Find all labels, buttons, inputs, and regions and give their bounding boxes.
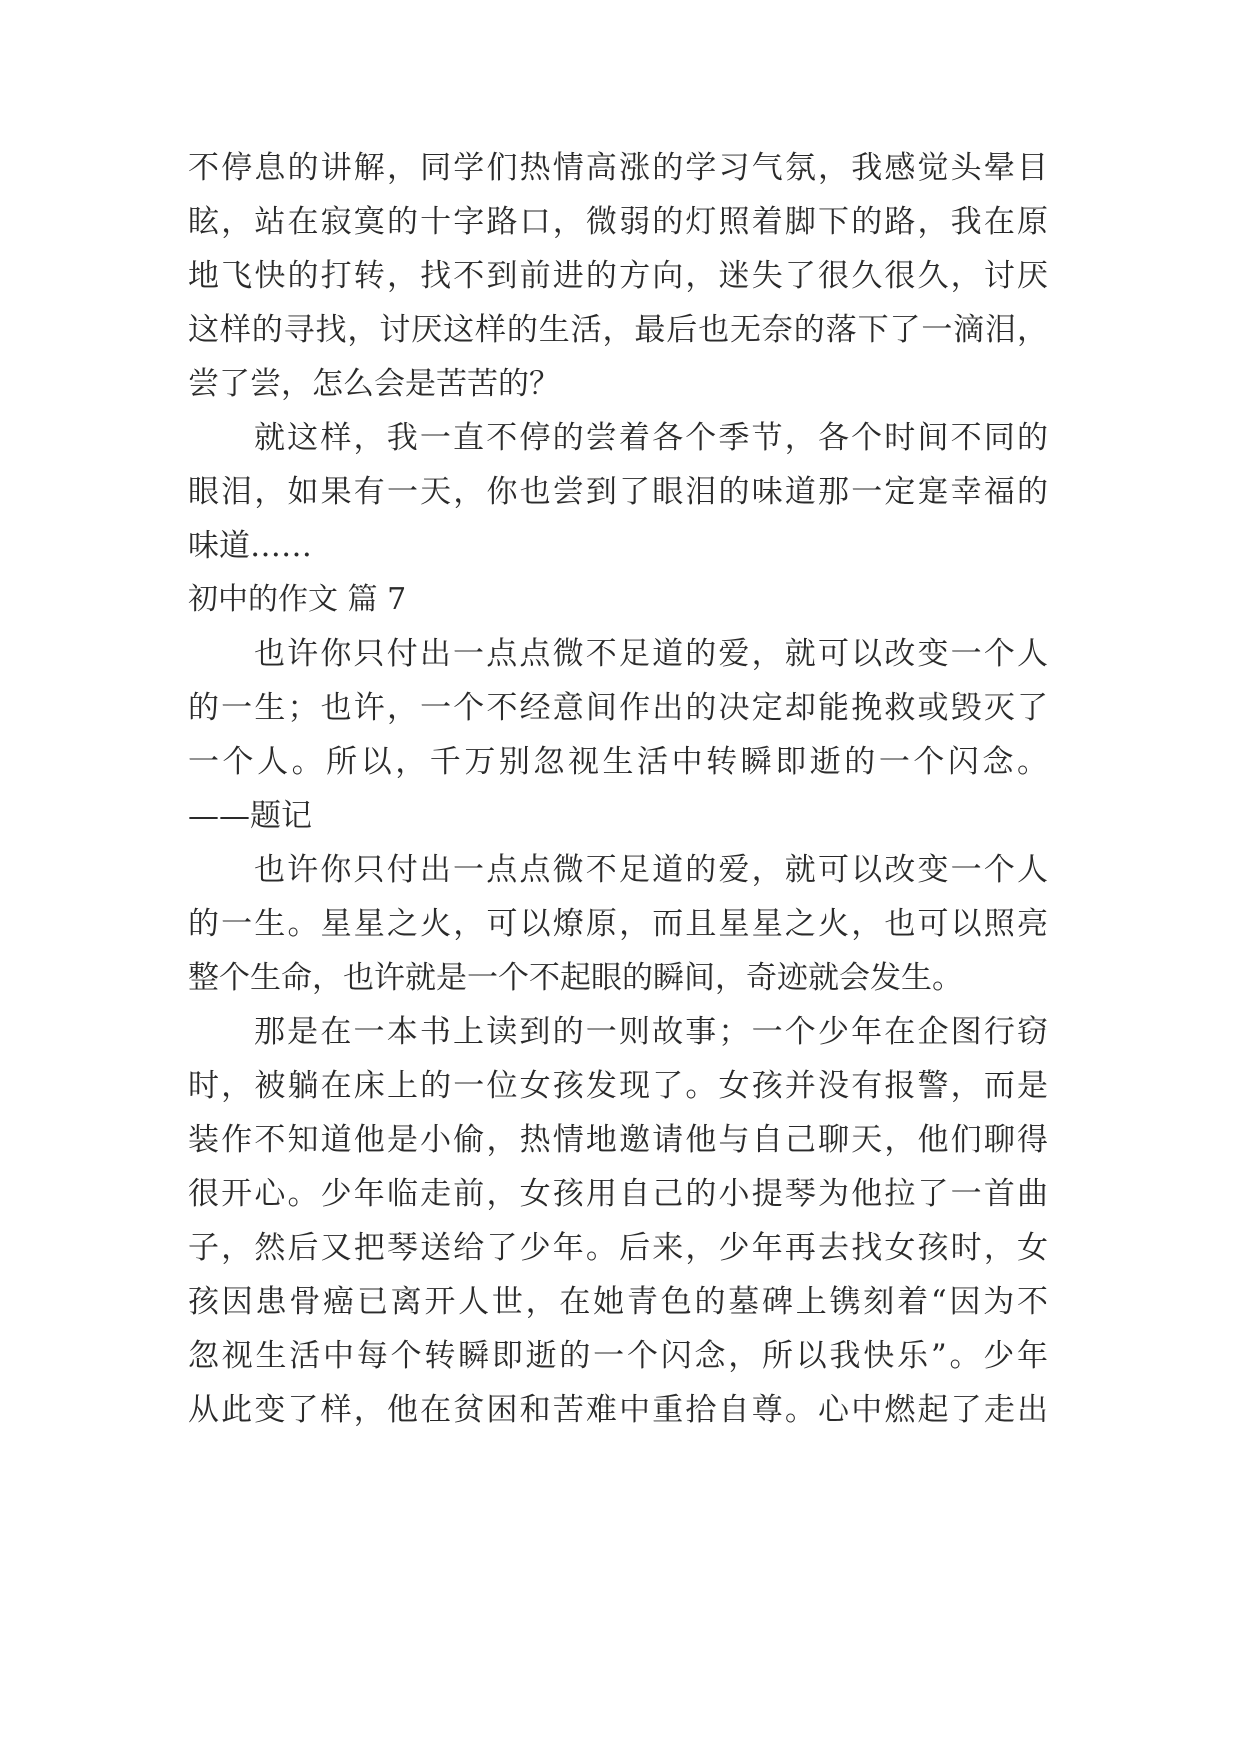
body-line: 从此变了样，他在贫困和苦难中重拾自尊。心中燃起了走出 — [188, 1392, 1048, 1428]
paragraph-first-line: 也许你只付出一点点微不足道的爱，就可以改变一个人 — [254, 852, 1048, 888]
body-line: 的一生。星星之火，可以燎原，而且星星之火，也可以照亮 — [188, 906, 1048, 942]
body-line: 地飞快的打转，找不到前进的方向，迷失了很久很久，讨厌 — [188, 258, 1048, 294]
paragraph-first-line: 就这样，我一直不停的尝着各个季节，各个时间不同的 — [254, 420, 1048, 456]
paragraph-first-line: 那是在一本书上读到的一则故事；一个少年在企图行窃 — [254, 1014, 1048, 1050]
body-line: 的一生；也许，一个不经意间作出的决定却能挽救或毁灭了 — [188, 690, 1048, 726]
body-line: 味道…… — [188, 528, 312, 564]
body-line: 眼泪，如果有一天，你也尝到了眼泪的味道那一定寔幸福的 — [188, 474, 1048, 510]
body-line: 子，然后又把琴送给了少年。后来，少年再去找女孩时，女 — [188, 1230, 1048, 1266]
body-line: 整个生命，也许就是一个不起眼的瞬间，奇迹就会发生。 — [188, 960, 963, 996]
body-line: 尝了尝，怎么会是苦苦的？ — [188, 366, 560, 402]
paragraph-first-line: 也许你只付出一点点微不足道的爱，就可以改变一个人 — [254, 636, 1048, 672]
body-line: 一个人。所以，千万别忽视生活中转瞬即逝的一个闪念。 — [188, 744, 1048, 780]
body-line: 时，被躺在床上的一位女孩发现了。女孩并没有报警，而是 — [188, 1068, 1048, 1104]
section-heading: 初中的作文 篇 7 — [188, 582, 407, 617]
body-line: 眩，站在寂寞的十字路口，微弱的灯照着脚下的路，我在原 — [188, 204, 1048, 240]
body-line: 这样的寻找，讨厌这样的生活，最后也无奈的落下了一滴泪， — [188, 312, 1048, 348]
body-line: 很开心。少年临走前，女孩用自己的小提琴为他拉了一首曲 — [188, 1176, 1048, 1212]
body-line: 忽视生活中每个转瞬即逝的一个闪念，所以我快乐”。少年 — [188, 1338, 1048, 1374]
epigraph-attribution: ——题记 — [188, 798, 312, 834]
body-line: 不停息的讲解，同学们热情高涨的学习气氛，我感觉头晕目 — [188, 150, 1048, 186]
body-line: 孩因患骨癌已离开人世，在她青色的墓碑上镌刻着“因为不 — [188, 1284, 1048, 1320]
body-line: 装作不知道他是小偷，热情地邀请他与自己聊天，他们聊得 — [188, 1122, 1048, 1158]
